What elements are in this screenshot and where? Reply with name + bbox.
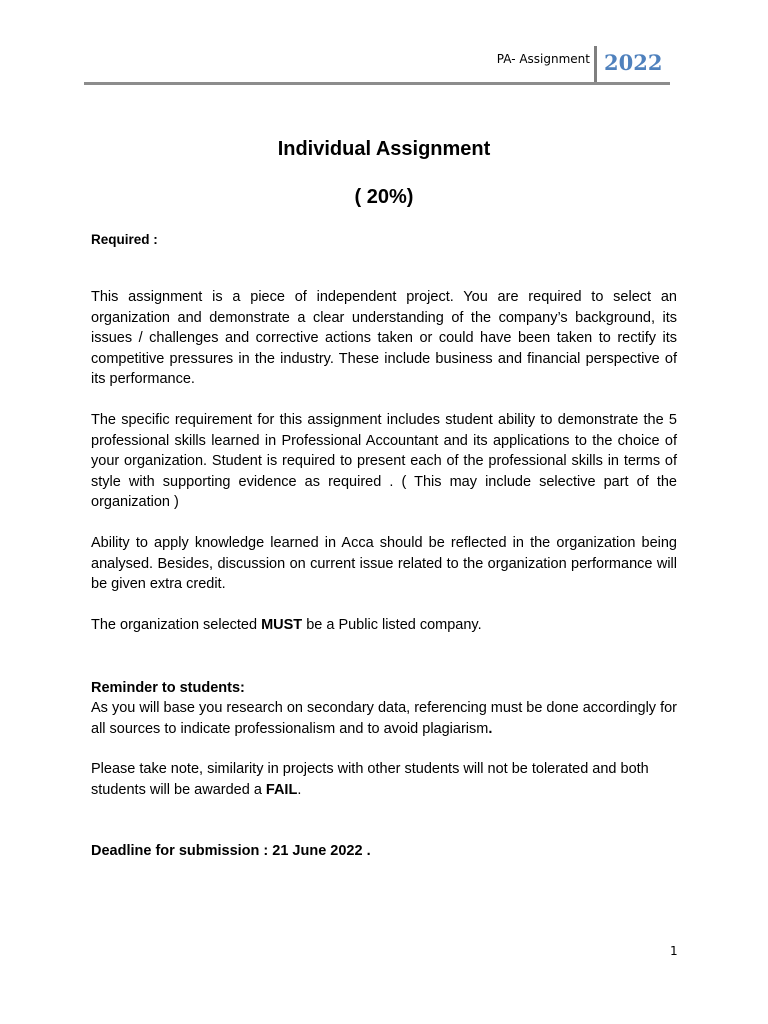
page-number: 1 [670,944,678,958]
page-title: Individual Assignment [277,138,491,160]
header-label: PA- Assignment [496,52,590,66]
org-text-before: The organization selected [91,617,262,633]
page-subtitle: ( 20%) [354,186,414,208]
reminder-text: As you will base you research on secondary data, referencing must be done accordingly for all sources to indicate professionalism and to avoid plagiarism [91,700,677,737]
reminder-heading: Reminder to students: [91,680,245,696]
paragraph-similarity-warning [91,759,677,800]
paragraph-organization-selected [91,615,677,636]
similarity-text-after: . [297,781,302,798]
paragraph-assignment-description: This assignment is a piece of independent project. You are required to select an organization and demonstrate a clear understanding of the company’s background, its issues / challenges and corrective actions taken or could have been taken to rectify its competitive pressures in the industry. These include business and financial perspective of its performance. [91,289,677,388]
header-divider [594,46,597,84]
paragraph-ability-knowledge: Ability to apply knowledge learned in Acca should be reflected in the organization being analysed. Besides, discussion on current issue related to the organization performance will be given extra credit. [91,535,677,593]
paragraph-specific-requirement: The specific requirement for this assignment includes student ability to demonstrate the 5 professional skills learned in Professional Accountant and its applications to the choice of your organization. Student is required to present each of the professional skills in terms of style with supporting evidence as required . ( This may include selective part of the organization ) [91,412,677,511]
org-text-after: be a Public listed company. [302,617,482,633]
reminder-period: . [488,720,493,737]
header-rule [84,82,670,85]
reminder-body [91,698,677,739]
required-label: Required : [91,232,158,247]
similarity-fail-emphasis: FAIL [265,781,298,798]
header-year: 2022 [604,50,663,75]
similarity-text-before: Please take note, similarity in projects with other students will not be tolerated and both students will be awarded a [91,761,649,798]
org-must-emphasis: MUST [261,617,303,633]
deadline-line: Deadline for submission : 21 June 2022 . [91,843,371,859]
